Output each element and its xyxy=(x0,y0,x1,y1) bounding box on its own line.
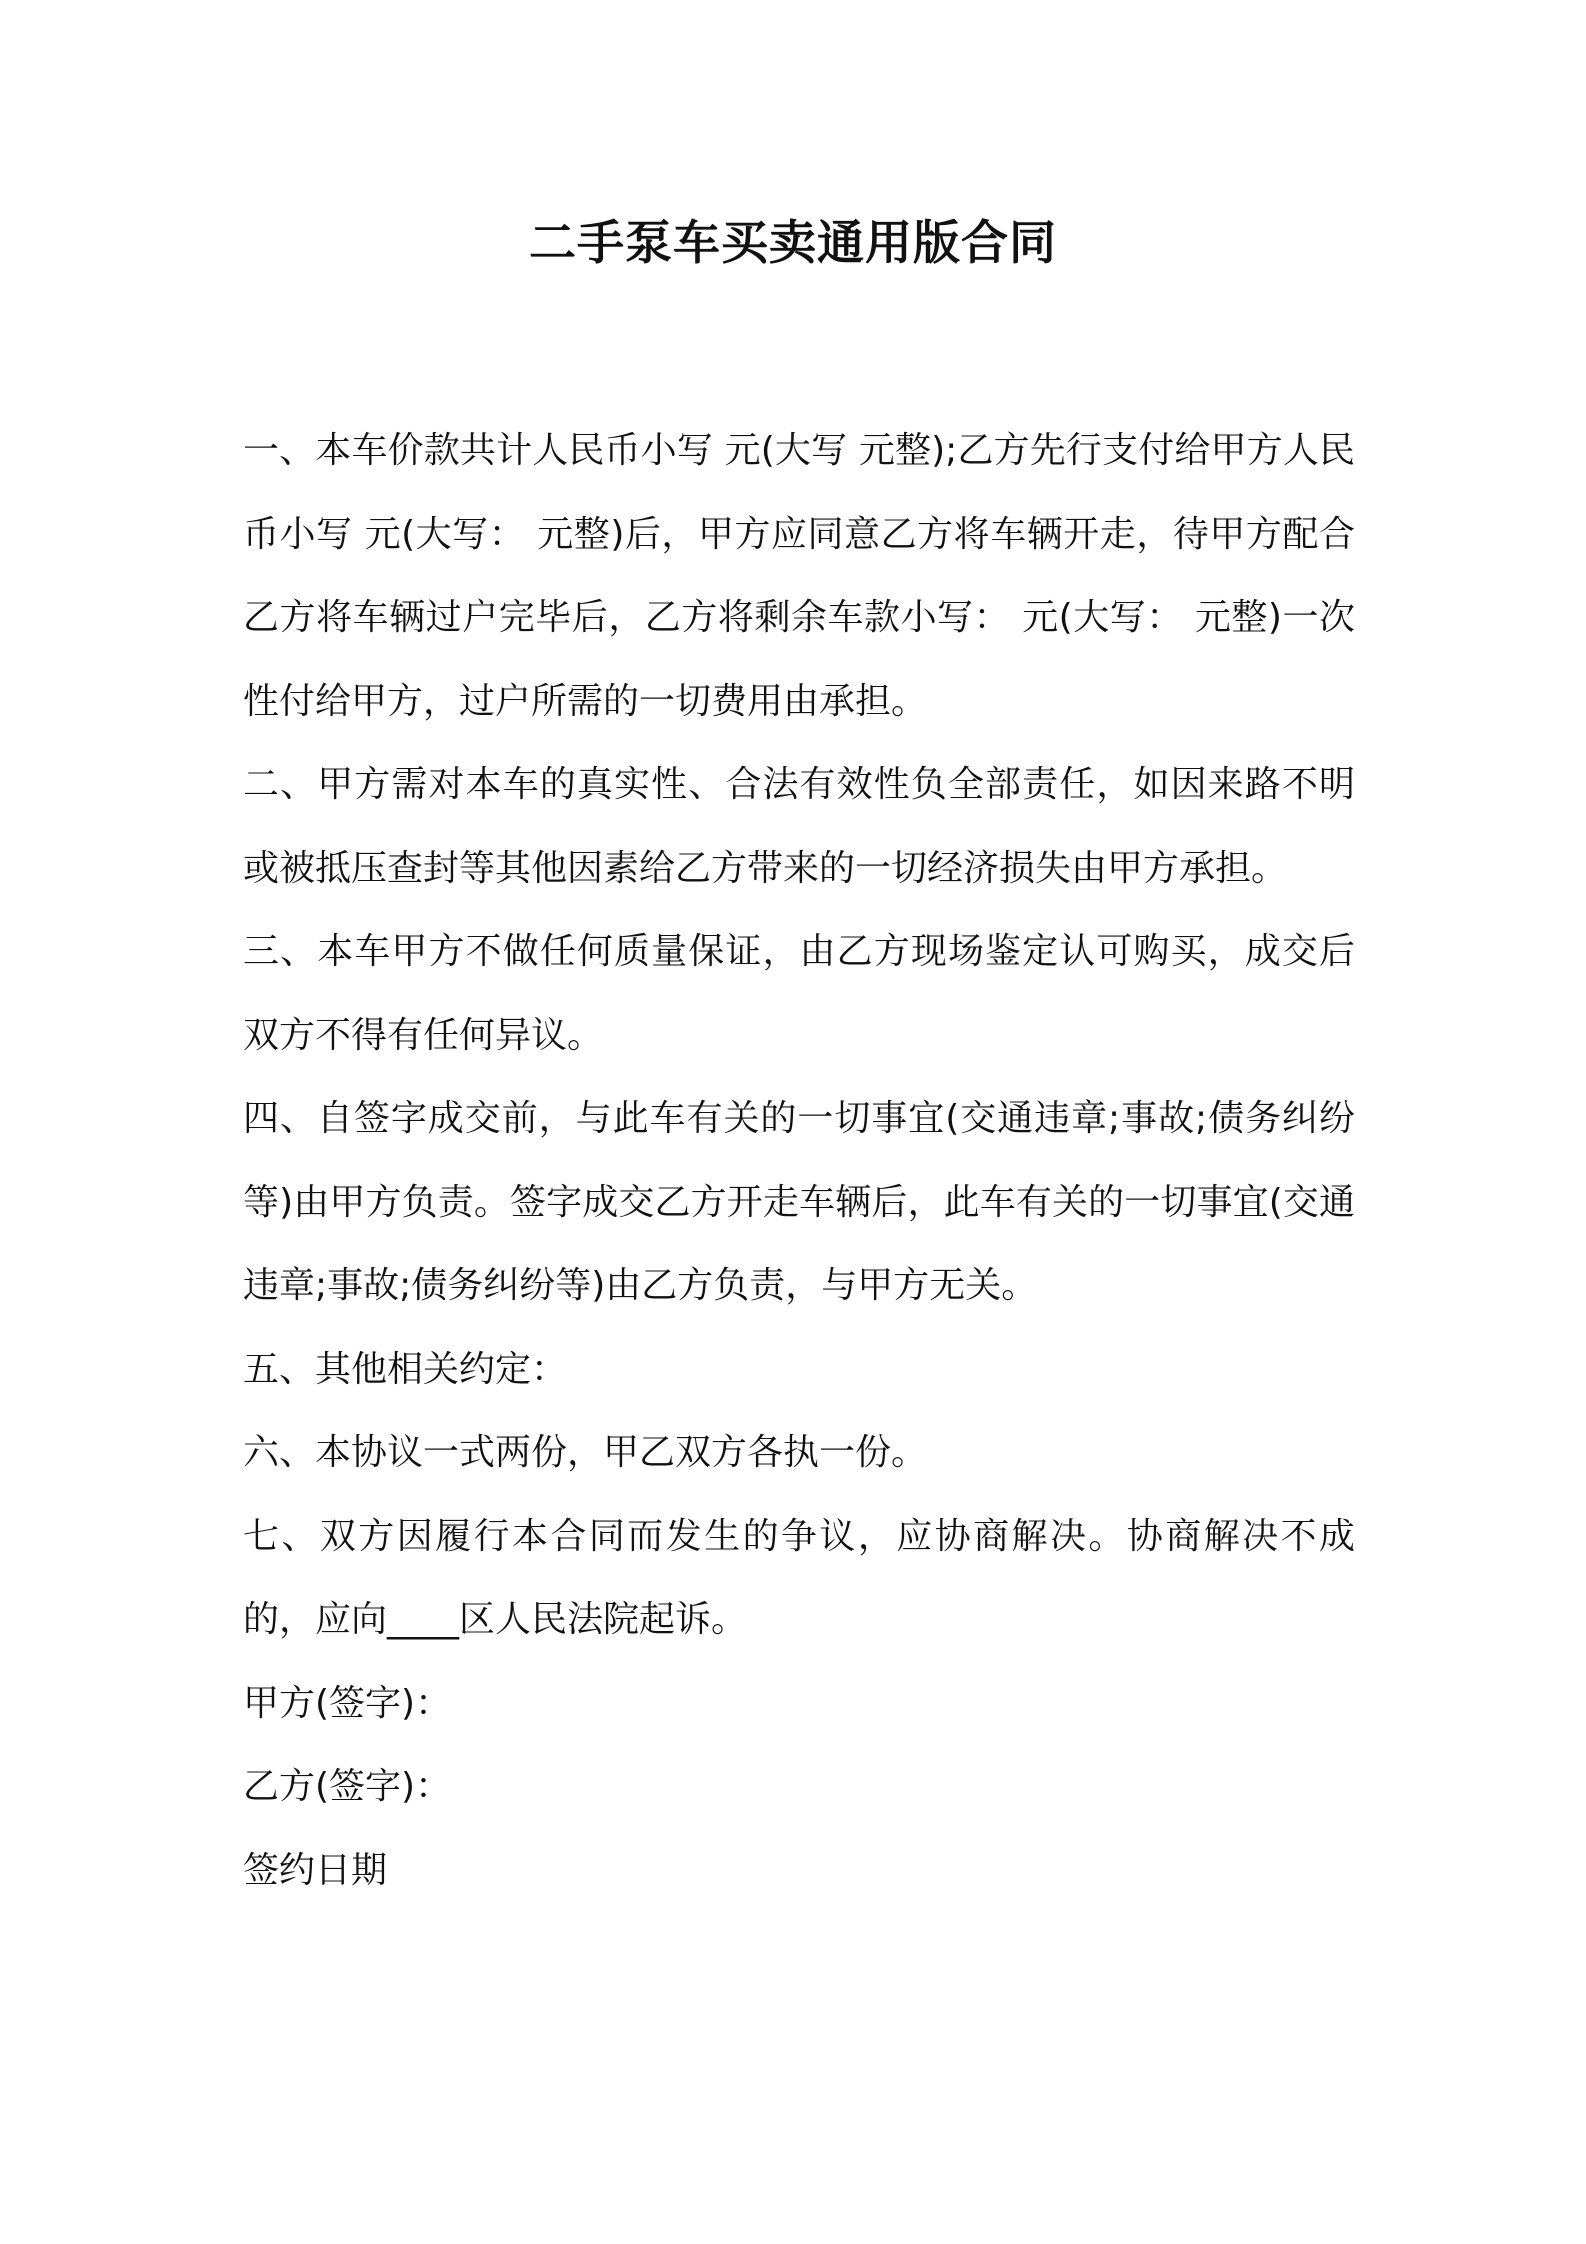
party-a-signature: 甲方(签字)： xyxy=(243,1682,452,1724)
clause-6: 六、本协议一式两份，甲乙双方各执一份。 xyxy=(243,1432,928,1473)
contract-body xyxy=(243,409,1355,1912)
clause-7: 七、双方因履行本合同而发生的争议，应协商解决。协商解决不成的，应向____区人民法院起诉。 xyxy=(243,1515,1355,1640)
clause-4: 四、自签字成交前，与此车有关的一切事宜(交通违章;事故;债务纠纷等)由甲方负责。签字成交乙方开走车辆后，此车有关的一切事宜(交通违章;事故;债务纠纷等)由乙方负责，与甲方无关。 xyxy=(243,1098,1355,1306)
clause-3: 三、本车甲方不做任何质量保证，由乙方现场鉴定认可购买，成交后双方不得有任何异议。 xyxy=(243,931,1355,1056)
clause-2: 二、甲方需对本车的真实性、合法有效性负全部责任，如因来路不明或被抵压查封等其他因素给乙方带来的一切经济损失由甲方承担。 xyxy=(243,764,1355,889)
clause-1: 一、本车价款共计人民币小写 元(大写 元整);乙方先行支付给甲方人民币小写 元(大写： 元整)后，甲方应同意乙方将车辆开走，待甲方配合乙方将车辆过户完毕后，乙方将剩余车款小写： 元(大写： 元整)一次性付给甲方，过户所需的一切费用由承担。 xyxy=(243,430,1355,722)
contract-title: 二手泵车买卖通用版合同 xyxy=(529,216,1057,271)
party-b-signature: 乙方(签字)： xyxy=(243,1766,452,1807)
clause-5: 五、其他相关约定： xyxy=(243,1348,568,1390)
signing-date: 签约日期 xyxy=(243,1849,388,1891)
